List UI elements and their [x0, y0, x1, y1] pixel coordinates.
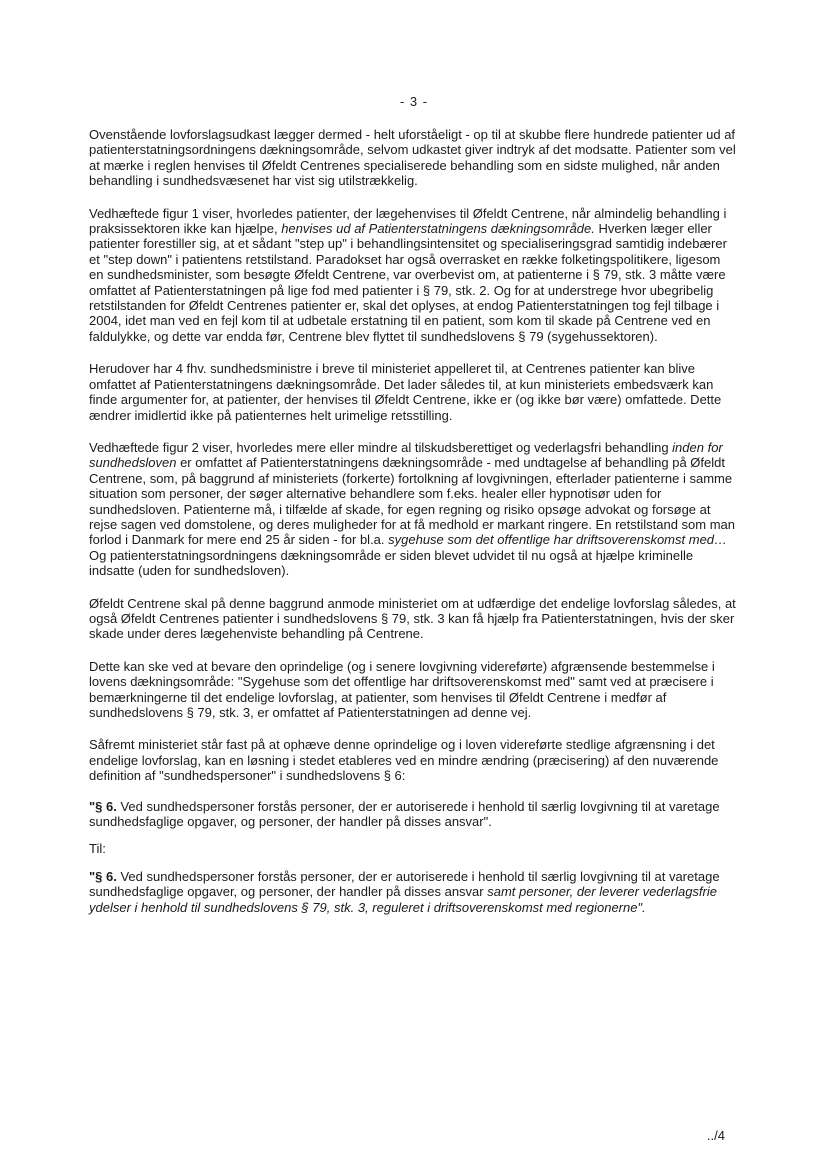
text-run-italic: samt personer, der leverer vederlagsfrie ydelser i henhold til sundhedslovens § 79, stk. 3, reguleret i driftsoverenskomst med regionerne". [89, 884, 717, 915]
text-run: Såfremt ministeriet står fast på at ophæve denne oprindelige og i loven videreførte stedlige afgrænsning i det endelige lovforslag, kan en løsning i stedet etableres ved en mindre ændring (præcisering) af den nuværende definition af "sundhedspersoner" i sundhedslovens § 6: [89, 737, 719, 784]
paragraph-4 [89, 440, 737, 579]
text-run: Og patienterstatningsordningens dækningsområde er siden blevet udvidet til nu også at hjælpe kriminelle indsatte (uden for sundhedsloven). [89, 547, 694, 579]
text-run: Vedhæftede figur 1 viser, hvorledes patienter, der lægehenvises til Øfeldt Centrene, når almindelig behandling i praksissektoren ikke kan hjælpe, [89, 205, 727, 237]
text-run: er omfattet af Patienterstatningens dækningsområde - med undtagelse af behandling på Øfeldt Centrene, som, på baggrund af ministeriets (forkerte) fortolkning af lovgivningen, efterlader patienterne i samme situation som personer, der søger alternative behandlere som f.eks. healer eller hypnotisør uden for sundhedsloven. Patienterne må, i tilfælde af skade, for egen regning og risiko opsøge advokat og forsøge at rejse sagen ved domstolene, og deres muligheder for at få medhold er markant ringere. En retstilstand som man forlod i Danmark for mere end 25 år siden - for bl.a. [89, 455, 736, 548]
paragraph-1 [89, 127, 737, 189]
quote-original [89, 799, 737, 830]
text-run: Ovenstående lovforslagsudkast lægger dermed - helt uforståeligt - op til at skubbe flere hundrede patienter ud af patienterstatningsordningens dækningsområde, selvom udkastet giver indtryk af det modsatte. Patienter som vel at mærke i reglen henvises til Øfeldt Centrenes specialiserede behandling som en sidste mulighed, når anden behandling i sundhedsvæsenet har vist sig utilstrækkelig. [89, 127, 736, 189]
page-number: - 3 - [399, 94, 429, 109]
text-run: Ved sundhedspersoner forstås personer, der er autoriserede i henhold til særlig lovgivning til at varetage sundhedsfaglige opgaver, og personer, der handler på disses ansvar". [89, 798, 720, 830]
paragraph-7 [89, 737, 737, 783]
section-mark: "§ 6. [89, 868, 117, 884]
text-run: Herudover har 4 fhv. sundhedsministre i breve til ministeriet appelleret til, at Centrenes patienter kan blive omfattet af Patienterstatningens dækningsområde. Det lader således til, at kun ministeriets embedsværk kan finde argumenter for, at patienter, der henvises til Øfeldt Centrene, ikke er (og ikke bør være) omfattede. Dette ændrer imidlertid ikke på patienternes helt urimelige retsstilling. [89, 361, 722, 423]
text-run-italic: sygehuse som det offentlige har driftsoverenskomst med… [388, 532, 728, 548]
text-run: Ved sundhedspersoner forstås personer, der er autoriserede i henhold til særlig lovgivning til at varetage sundhedsfaglige opgaver, og personer, der handler på disses ansvar [89, 868, 720, 900]
paragraph-6 [89, 659, 737, 721]
text-run: Vedhæftede figur 2 viser, hvorledes mere eller mindre al tilskudsberettiget og vederlagsfri behandling [89, 439, 673, 455]
text-run: Til: [89, 841, 106, 857]
text-run: Hverken læger eller patienter forestiller sig, at et sådant "step up" i behandlingsintensitet og specialiseringsgrad samtidig indebærer et "step down" i patientens retstilstand. Paradokset har også overrasket en række folketingspolitikere, ligesom en sundhedsminister, som besøgte Øfeldt Centrene, var overbevist om, at patienterne i § 79, stk. 3 måtte være omfattet af Patienterstatningen på lige fod med patienter i § 79, stk. 2. Og for at understrege hvor ubegribelig retstilstanden for Øfeldt Centrenes patienter er, skal det oplyses, at endog Patienterstatningen tog fejl tilbage i 2004, idet man ved en fejl kom til at udbetale erstatning til en patient, som kom til skade på Centrene ved en faldulykke, og dette var endda før, Centrene blev flyttet til sundhedslovens § 79 (sygehussektoren). [89, 221, 727, 344]
document-body [89, 127, 737, 915]
text-run-italic: inden for sundhedsloven [89, 439, 723, 471]
quote-proposed [89, 869, 737, 915]
paragraph-5 [89, 596, 737, 642]
section-mark: "§ 6. [89, 798, 117, 814]
paragraph-3 [89, 361, 737, 423]
text-run: Øfeldt Centrene skal på denne baggrund anmode ministeriet om at udfærdige det endelige lovforslag således, at også Øfeldt Centrenes patienter i sundhedslovens § 79, stk. 3 kan få hjælp fra Patienterstatningen, hvis der sker skade under deres lægehenviste behandling på Centrene. [89, 595, 736, 642]
text-run-italic: henvises ud af Patienterstatningens dækningsområde. [281, 221, 595, 237]
continuation-marker: ../4 [706, 1128, 725, 1143]
paragraph-2 [89, 206, 737, 345]
text-run: Dette kan ske ved at bevare den oprindelige (og i senere lovgivning videreførte) afgrænsende bestemmelse i lovens dækningsområde: "Sygehuse som det offentlige har driftsoverenskomst med" samt ved at præcisere i bemærkningerne til det endelige lovforslag, at patienter, som henvises til Øfeldt Centrene i medfør af sundhedslovens § 79, stk. 3, er omfattet af Patienterstatningen ad denne vej. [89, 658, 715, 720]
paragraph-til [89, 841, 737, 856]
